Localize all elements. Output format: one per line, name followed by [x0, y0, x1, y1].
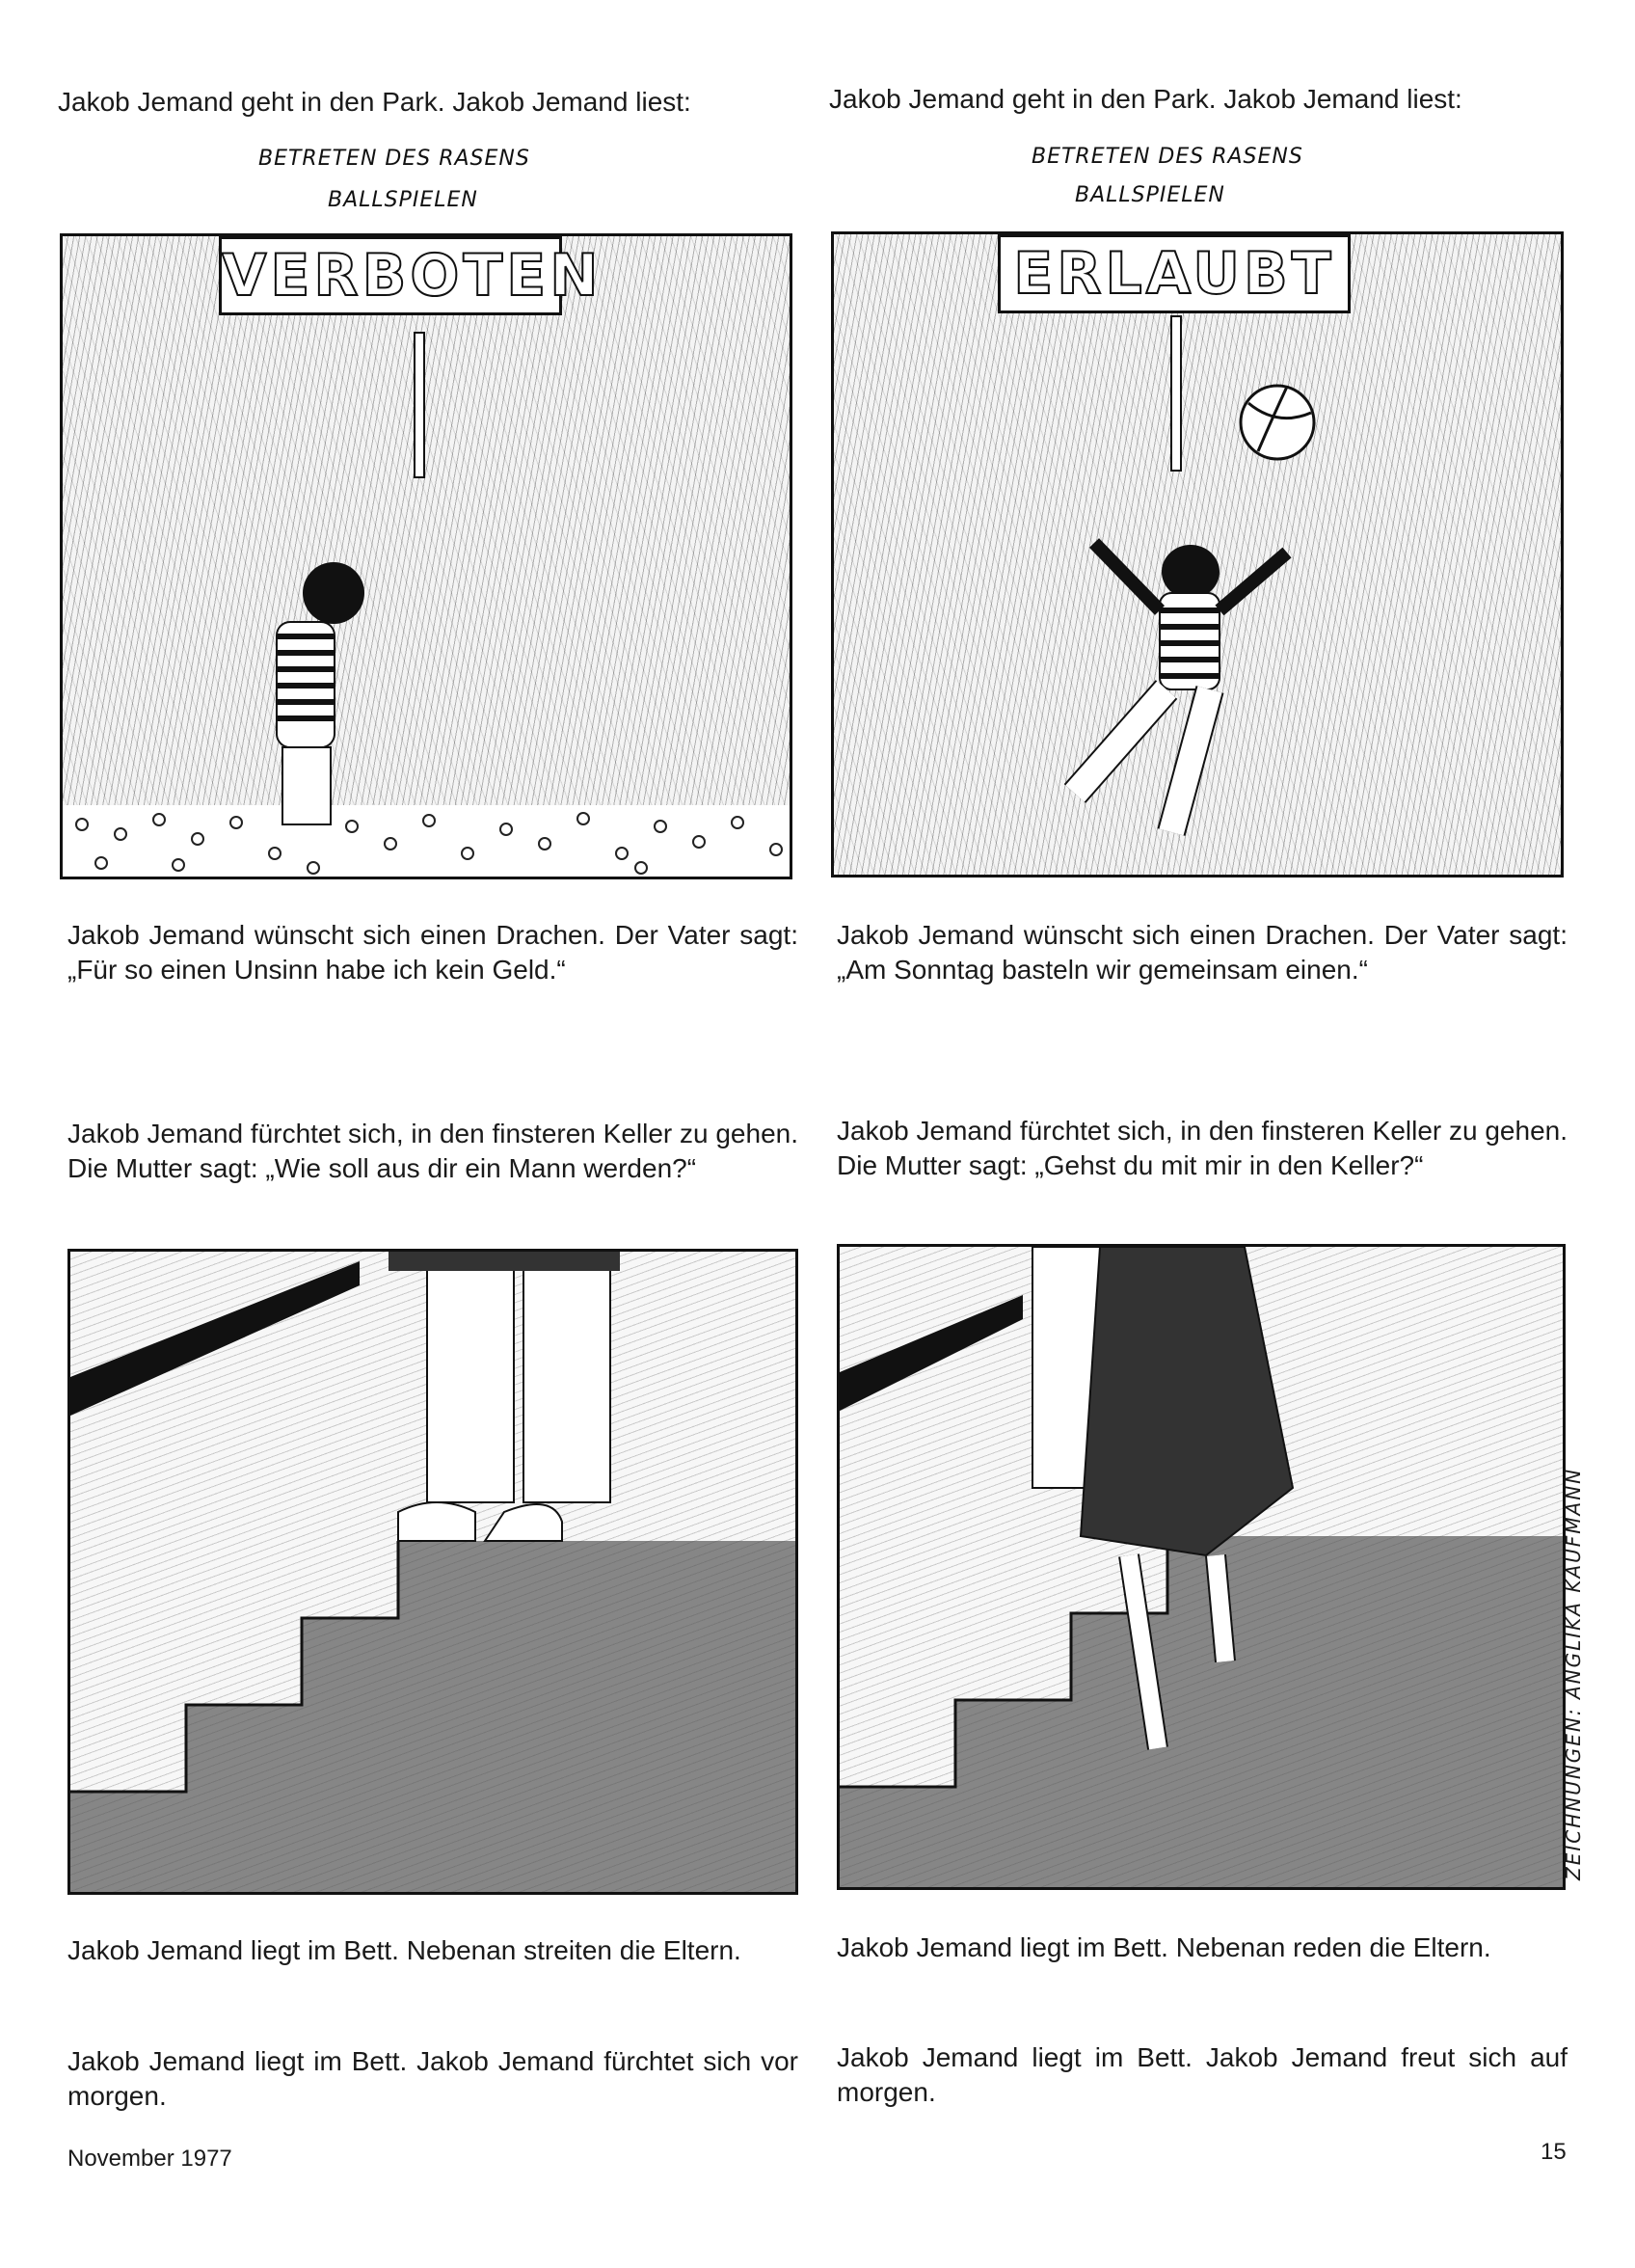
right-parents-text: Jakob Jemand liegt im Bett. Nebenan reden die Eltern.: [837, 1932, 1491, 1962]
right-cellar-text: Jakob Jemand fürchtet sich, in den finsteren Keller zu gehen. Die Mutter sagt: „Gehst du mit mir in den Keller?“: [837, 1116, 1568, 1180]
right-tomorrow-text: Jakob Jemand liegt im Bett. Jakob Jemand freut sich auf morgen.: [837, 2042, 1568, 2107]
left-intro: Jakob Jemand geht in den Park. Jakob Jemand liest:: [58, 87, 691, 117]
sign-erlaubt: ERLAUBT: [998, 234, 1351, 313]
illustration-credit: ZEICHNUNGEN: ANGLIKA KAUFMANN: [1562, 1467, 1585, 1880]
footer-date: November 1977: [67, 2146, 232, 2172]
stairs-with-mother-illustration: [840, 1247, 1566, 1890]
stairs-alone-illustration: [70, 1252, 798, 1895]
handrail: [840, 1295, 1023, 1411]
boy-playing-ball-illustration: [834, 234, 1564, 878]
ball: [1241, 386, 1314, 459]
sign-verboten: VERBOTEN: [219, 236, 562, 315]
left-parents-text: Jakob Jemand liegt im Bett. Nebenan streiten die Eltern.: [67, 1935, 741, 1965]
panel-cellar-alone: [67, 1249, 798, 1895]
right-kite-text: Jakob Jemand wünscht sich einen Drachen. Der Vater sagt: „Am Sonntag basteln wir gemeinsam einen.“: [837, 920, 1568, 985]
right-sign-caption-1: BETRETEN DES RASENS: [1032, 145, 1303, 169]
left-sign-caption-2: BALLSPIELEN: [328, 188, 478, 212]
right-sign-caption-2: BALLSPIELEN: [1075, 183, 1225, 207]
left-tomorrow-text: Jakob Jemand liegt im Bett. Jakob Jemand fürchtet sich vor morgen.: [67, 2046, 798, 2111]
left-kite-text: Jakob Jemand wünscht sich einen Drachen. Der Vater sagt: „Für so einen Unsinn habe ich kein Geld.“: [67, 920, 798, 985]
panel-cellar-with-mother: [837, 1244, 1566, 1890]
right-intro: Jakob Jemand geht in den Park. Jakob Jemand liest:: [829, 84, 1462, 114]
handrail: [70, 1261, 360, 1416]
page-number: 15: [1541, 2139, 1567, 2165]
mother-skirt: [1081, 1247, 1293, 1555]
panel-forbidden-park: [60, 233, 792, 879]
left-cellar-text: Jakob Jemand fürchtet sich, in den finsteren Keller zu gehen. Die Mutter sagt: „Wie soll aus dir ein Mann werden?“: [67, 1119, 798, 1183]
boy-standing-illustration: [63, 236, 792, 879]
left-sign-caption-1: BETRETEN DES RASENS: [258, 147, 530, 171]
panel-allowed-park: [831, 231, 1564, 878]
